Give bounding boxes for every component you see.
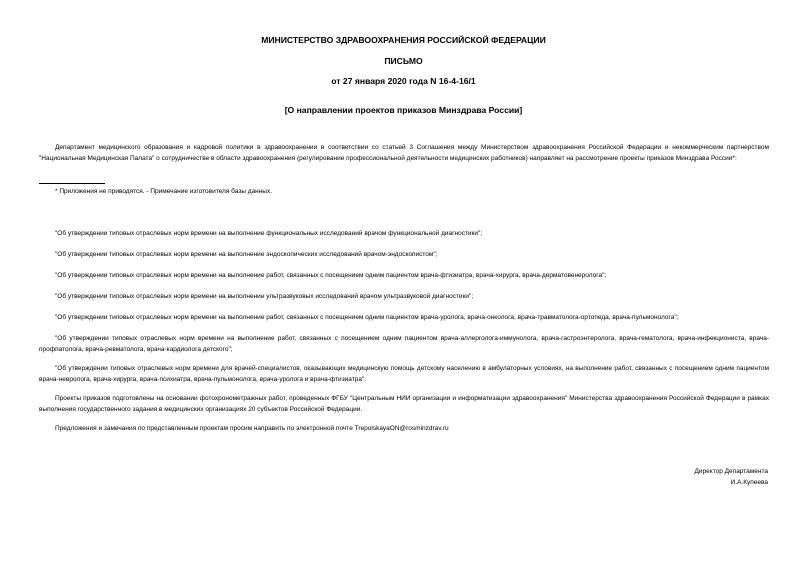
draft-order-item: "Об утверждении типовых отраслевых норм времени на выполнение работ, связанных с посещением одним пациентом врача-аллерголога-иммунолога, врача-гастроэнтеролога, врача-гематолога, врача-инфекциониста, врача-профпатолога, врача-ревматолога, врача-кардиолога детского";: [39, 335, 769, 353]
feedback-paragraph: Предложения и замечания по представленным проектам просим направить по электронной почте TrepolskayaON@rosminzdrav.ru: [55, 425, 449, 432]
document-subject: [О направлении проектов приказов Минздрава России]: [284, 105, 523, 115]
projects-note-paragraph: Проекты приказов подготовлены на основании фотохронометражных работ, проведенных ФГБУ "Центральным НИИ организации и информатизации здравоохранения" Министерства здравоохранения Российской Федерации в рамках выполнения государственного задания в медицинских организациях 20 субъектов Российской Федерации.: [39, 395, 769, 413]
ministry-title: МИНИСТЕРСТВО ЗДРАВООХРАНЕНИЯ РОССИЙСКОЙ ФЕДЕРАЦИИ: [261, 35, 546, 45]
draft-order-item: "Об утверждении типовых отраслевых норм времени на выполнение ультразвуковых исследований врачом ультразвуковой диагностики";: [55, 293, 474, 300]
draft-order-item: "Об утверждении типовых отраслевых норм времени на выполнение работ, связанных с посещением одним пациентом врача-фтизиатра, врача-хирурга, врача-дерматовенеролога";: [55, 272, 607, 279]
draft-order-item: "Об утверждении типовых отраслевых норм времени на выполнение эндоскопических исследований врачом-эндоскопистом";: [55, 251, 438, 258]
signature-name: И.А.Купеева: [730, 479, 768, 486]
document-type: ПИСЬМО: [384, 56, 423, 66]
signature-position: Директор Департамента: [694, 468, 768, 475]
intro-paragraph: Департамент медицинского образования и кадровой политики в здравоохранении в соответствии со статьей 3 Соглашения между Министерством здравоохранения Российской Федерации и некоммерческим партнерством "Национальная Медицинская Палата" о сотрудничестве в области здравоохранения (регулирование профессиональной деятельности медицинских работников) направляет на рассмотрение проекты приказов Минздрава России*:: [39, 144, 769, 162]
draft-order-item: "Об утверждении типовых отраслевых норм времени на выполнение функциональных исследований врачом функциональной диагностики";: [55, 230, 483, 237]
document-date-number: от 27 января 2020 года N 16-4-16/1: [331, 76, 476, 86]
draft-order-item: "Об утверждении типовых отраслевых норм времени для врачей-специалистов, оказывающих медицинскую помощь детскому населению в амбулаторных условиях, на выполнение работ, связанных с посещением одним пациентом врача-невролога, врача-хирурга, врача-психиатра, врача-пульмонолога, врача-уролога и врача-фтизиатра".: [39, 365, 769, 383]
footnote-divider: [39, 183, 105, 184]
draft-order-item: "Об утверждении типовых отраслевых норм времени на выполнение работ, связанных с посещением одним пациентом врача-уролога, врача-онколога, врача-травматолога-ортопеда, врача-пульмонолога";: [55, 314, 679, 321]
footnote: * Приложения не приводятся. - Примечание изготовителя базы данных.: [55, 188, 273, 195]
